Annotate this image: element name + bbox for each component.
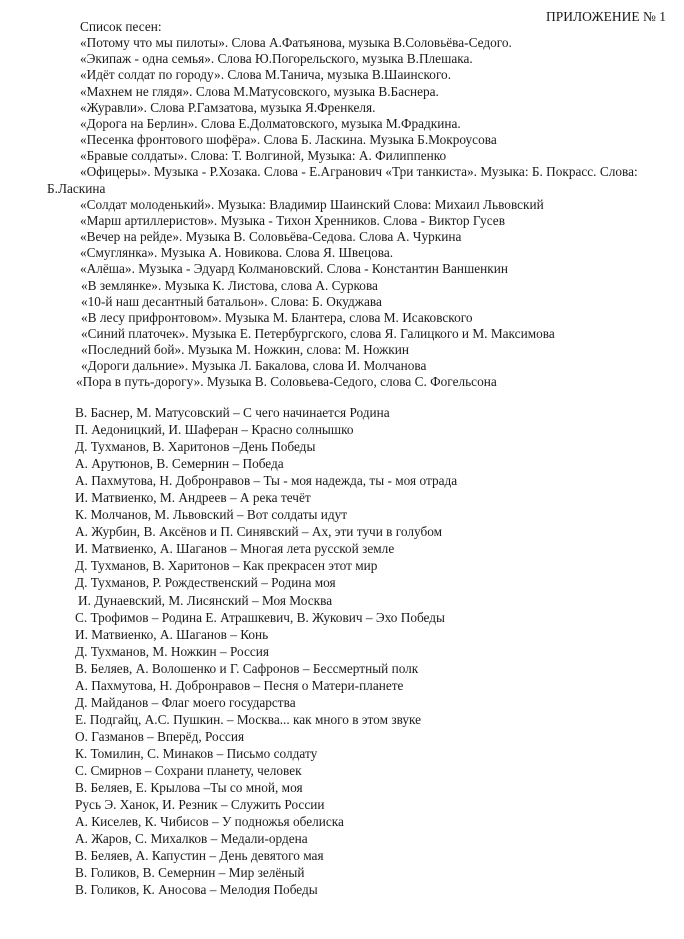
song-line: «Солдат молоденький». Музыка: Владимир Шаинский Слова: Михаил Львовский [80,196,544,212]
song-line: В. Голиков, В. Семернин – Мир зелёный [75,865,305,881]
song-line: Д. Тухманов, В. Харитонов – Как прекрасен этот мир [75,558,378,574]
song-line: П. Аедоницкий, И. Шаферан – Красно солнышко [75,422,354,438]
song-line: А. Журбин, В. Аксёнов и П. Синявский – Ах, эти тучи в голубом [75,524,443,540]
song-line: «Потому что мы пилоты». Слова А.Фатьянова, музыка В.Соловьёва-Седого. [80,35,512,51]
section-heading: Список песен: [80,19,162,34]
song-line: «Марш артиллеристов». Музыка - Тихон Хренников. Слова - Виктор Гусев [80,212,505,228]
song-line: «Последний бой». Музыка М. Ножкин, слова: М. Ножкин [81,342,409,358]
song-line: А. Жаров, С. Михалков – Медали-ордена [75,831,308,847]
song-line: «10-й наш десантный батальон». Слова: Б. Окуджава [81,293,382,309]
song-line: Д. Тухманов, В. Харитонов –День Победы [75,439,316,455]
song-line: О. Газманов – Вперёд, Россия [75,728,245,744]
song-line: «Идёт солдат по городу». Слова М.Танича, музыка В.Шаинского. [80,67,452,83]
song-list-section-1 [0,19,684,391]
song-line: И. Матвиенко, А. Шаганов – Конь [75,626,269,642]
song-line: «В лесу прифронтовом». Музыка М. Блантера, слова М. Исаковского [81,309,473,325]
song-line: «Синий платочек». Музыка Е. Петербургского, слова Я. Галицкого и М. Максимова [81,325,555,341]
song-line: В. Беляев, Е. Крылова –Ты со мной, моя [75,780,303,796]
song-line: И. Матвиенко, М. Андреев – А река течёт [75,490,311,506]
song-line: «Вечер на рейде». Музыка В. Соловьёва-Седова. Слова А. Чуркина [80,229,462,245]
appendix-label: ПРИЛОЖЕНИЕ № 1 [545,9,666,24]
song-line: В. Баснер, М. Матусовский – С чего начинается Родина [75,405,390,420]
song-line: «В землянке». Музыка К. Листова, слова А. Суркова [81,277,378,293]
song-line: А. Киселев, К. Чибисов – У подножья обелиска [75,814,344,830]
song-line: В. Голиков, К. Аносова – Мелодия Победы [75,882,318,898]
song-line: А. Пахмутова, Н. Добронравов – Ты - моя надежда, ты - моя отрада [75,473,458,489]
song-line: «Дорога на Берлин». Слова Е.Долматовского, музыка М.Фрадкина. [80,115,461,131]
song-line: «Алёша». Музыка - Эдуард Колмановский. Слова - Константин Ваншенкин [80,261,508,277]
song-line: «Бравые солдаты». Слова: Т. Волгиной, Музыка: А. Филиппенко [80,148,447,164]
song-line: Е. Подгайц, А.С. Пушкин. – Москва... как много в этом звуке [75,711,422,727]
song-line: К. Томилин, С. Минаков – Письмо солдату [75,745,318,761]
song-line: Русь Э. Ханок, И. Резник – Служить России [75,797,325,813]
song-line: Д. Майданов – Флаг моего государства [75,694,296,710]
song-line: «Журавли». Слова Р.Гамзатова, музыка Я.Френкеля. [80,99,376,115]
song-line-continuation: Б.Ласкина [47,180,106,196]
song-line: К. Молчанов, М. Львовский – Вот солдаты идут [75,507,348,523]
song-line: С. Смирнов – Сохрани планету, человек [75,762,302,778]
song-line: Д. Тухманов, Р. Рождественский – Родина моя [75,575,336,591]
song-line: И. Дунаевский, М. Лисянский – Моя Москва [78,592,333,608]
song-line: А. Арутюнов, В. Семернин – Победа [75,456,284,472]
song-line: «Офицеры». Музыка - Р.Хозака. Слова - Е.Агранович «Три танкиста». Музыка: Б. Покрасс. Слова: [80,164,638,180]
song-line: «Пора в путь-дорогу». Музыка В. Соловьева-Седого, слова С. Фогельсона [76,374,497,390]
song-line: Д. Тухманов, М. Ножкин – Россия [75,643,270,659]
song-line: В. Беляев, А. Волошенко и Г. Сафронов – Бессмертный полк [75,660,419,676]
song-line: «Экипаж - одна семья». Слова Ю.Погорельского, музыка В.Плешака. [80,51,473,67]
song-list-section-2 [75,404,457,898]
song-line: «Дороги дальние». Музыка Л. Бакалова, слова И. Молчанова [81,358,427,374]
song-line: А. Пахмутова, Н. Добронравов – Песня о Матери-планете [75,677,404,693]
song-line: «Махнем не глядя». Слова М.Матусовского, музыка В.Баснера. [80,83,439,99]
song-line: «Смуглянка». Музыка А. Новикова. Слова Я. Швецова. [80,245,394,261]
song-line: И. Матвиенко, А. Шаганов – Многая лета русской земле [75,541,395,557]
song-line: В. Беляев, А. Капустин – День девятого мая [75,848,324,864]
song-line: С. Трофимов – Родина Е. Атрашкевич, В. Жукович – Эхо Победы [75,609,445,625]
song-line: «Песенка фронтового шофёра». Слова Б. Ласкина. Музыка Б.Мокроусова [80,132,497,148]
